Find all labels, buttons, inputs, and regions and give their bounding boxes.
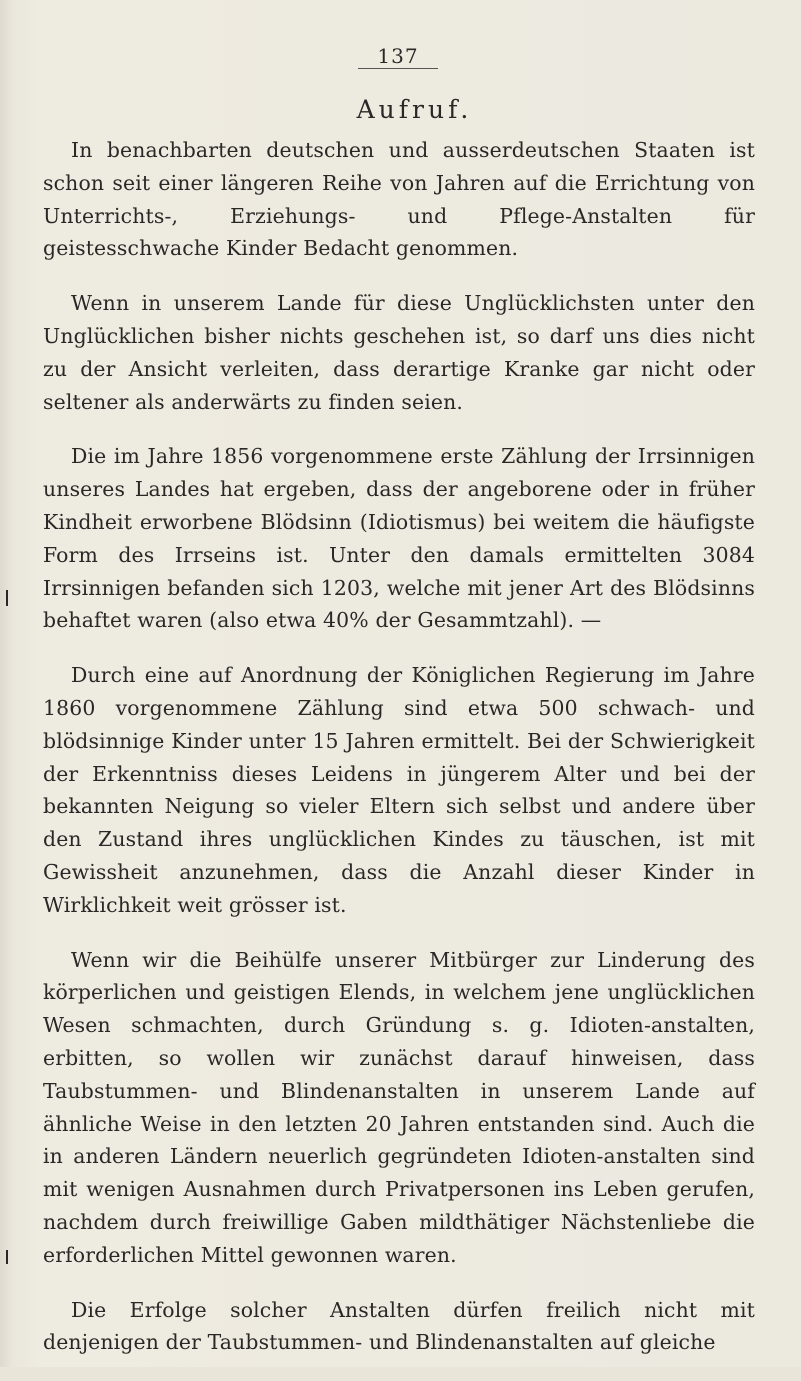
body-text [43,134,755,1381]
page-number: 137 [358,44,438,69]
paragraph-2: Wenn in unserem Lande für diese Unglücklichsten unter den Unglücklichen bisher nichts geschehen ist, so darf uns dies nicht zu der Ansicht verleiten, dass derartige Kranke gar nicht oder seltener als anderwärts zu finden seien. [43,291,755,414]
page-title: Aufruf. [356,95,473,124]
paragraph-4: Durch eine auf Anordnung der Königlichen Regierung im Jahre 1860 vorgenommene Zählung sind etwa 500 schwach- und blödsinnige Kinder unter 15 Jahren ermittelt. Bei der Schwierigkeit der Erkenntniss dieses Leidens in jüngerem Alter und bei der bekannten Neigung so vieler Eltern sich selbst und andere über den Zustand ihres unglücklichen Kindes zu täuschen, ist mit Gewissheit anzunehmen, dass die Anzahl dieser Kinder in Wirklichkeit weit grösser ist. [43,663,755,917]
paragraph-6: Die Erfolge solcher Anstalten dürfen freilich nicht mit denjenigen der Taubstummen- und Blindenanstalten auf gleiche [43,1297,755,1355]
margin-mark [6,1250,8,1264]
paragraph-5: Wenn wir die Beihülfe unserer Mitbürger zur Linderung des körperlichen und geistigen Elends, in welchem jene unglücklichen Wesen schmachten, durch Gründung s. g. Idioten-anstalten, erbitten, so wollen wir zunächst darauf hinweisen, dass Taubstummen- und Blindenanstalten in unserem Lande auf ähnliche Weise in den letzten 20 Jahren entstanden sind. Auch die in anderen Ländern neuerlich gegründeten Idioten-anstalten sind mit wenigen Ausnahmen durch Privatpersonen ins Leben gerufen, nachdem durch freiwillige Gaben mildthätiger Nächstenliebe die erforderlichen Mittel gewonnen waren. [43,947,755,1267]
paragraph-1: In benachbarten deutschen und ausserdeutschen Staaten ist schon seit einer längeren Reihe von Jahren auf die Errichtung von Unterrichts-, Erziehungs- und Pflege-Anstalten für geistesschwache Kinder Bedacht genommen. [43,138,755,261]
margin-mark [6,590,8,606]
paragraph-3: Die im Jahre 1856 vorgenommene erste Zählung der Irrsinnigen unseres Landes hat ergeben, dass der angeborene oder in früher Kindheit erworbene Blödsinn (Idiotismus) bei weitem die häufigste Form des Irrseins ist. Unter den damals ermittelten 3084 Irrsinnigen befanden sich 1203, welche mit jener Art des Blödsinns behaftet waren (also etwa 40% der Gesammtzahl). — [43,444,755,633]
